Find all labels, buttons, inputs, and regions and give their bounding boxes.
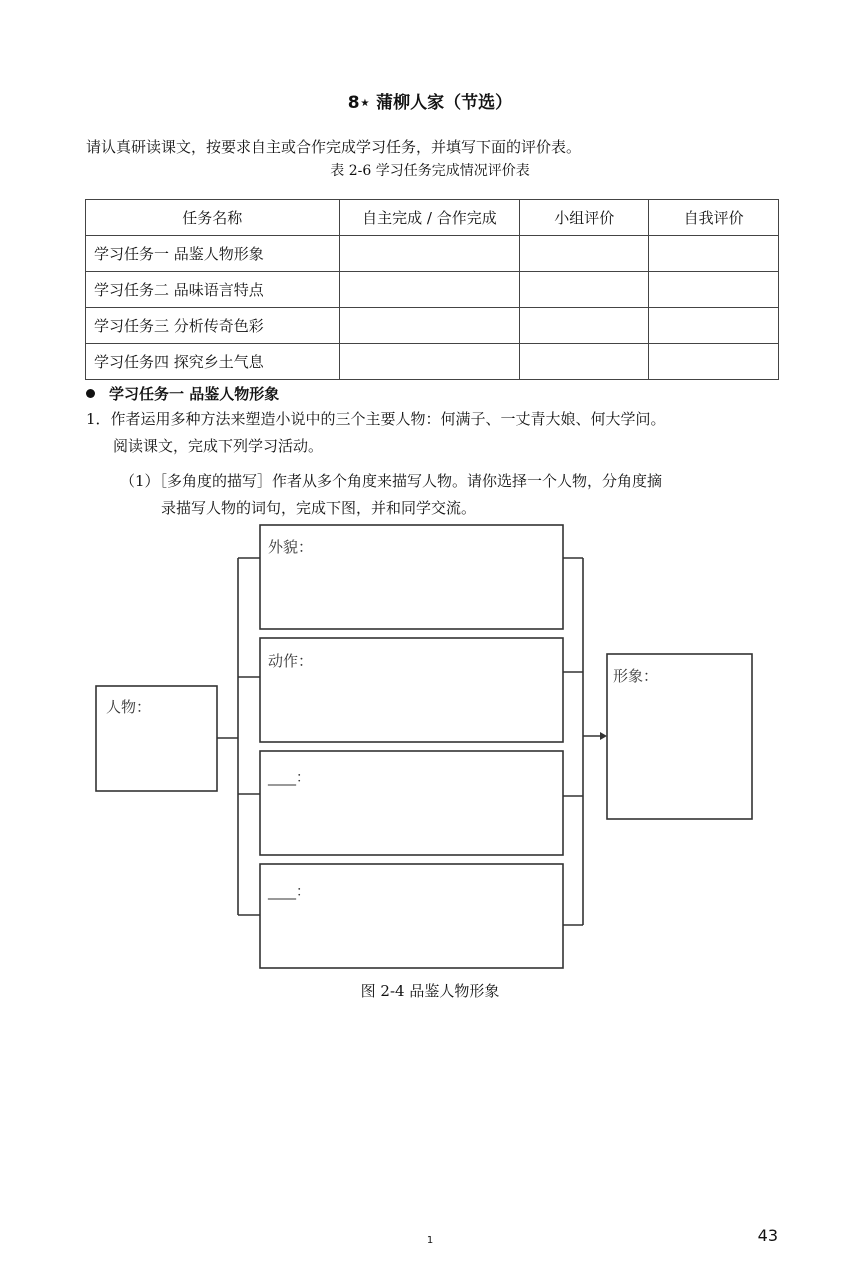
custom-angle-box-2[interactable] <box>260 864 563 968</box>
instruction-text: 请认真研读课文，按要求自主或合作完成学习任务，并填写下面的评价表。 <box>86 138 582 156</box>
question-1-line-1: 1．作者运用多种方法来塑造小说中的三个主要人物：何满子、一丈青大娘、何大学问。 <box>86 410 666 428</box>
completion-cell[interactable] <box>339 236 520 272</box>
group-eval-cell[interactable] <box>520 308 649 344</box>
header-task-name: 任务名称 <box>86 200 340 236</box>
question-1 <box>86 406 666 460</box>
table-header-row <box>86 200 779 236</box>
custom-angle-box-2-label: ____： <box>268 884 310 900</box>
task-name-cell: 学习任务四 探究乡土气息 <box>86 344 340 380</box>
table-row <box>86 236 779 272</box>
table-row <box>86 344 779 380</box>
question-1-line-2: 阅读课文，完成下列学习活动。 <box>113 437 324 455</box>
small-page-marker: 1 <box>426 1235 434 1246</box>
header-group-eval: 小组评价 <box>520 200 649 236</box>
question-1-1-line-1: （1）［多角度的描写］作者从多个角度来描写人物。请你选择一个人物，分角度摘 <box>120 472 663 490</box>
table-row <box>86 308 779 344</box>
action-box-label: 动作： <box>268 652 314 670</box>
table-row <box>86 272 779 308</box>
group-eval-cell[interactable] <box>520 344 649 380</box>
question-1-1 <box>120 468 662 522</box>
task-name-cell: 学习任务一 品鉴人物形象 <box>86 236 340 272</box>
group-eval-cell[interactable] <box>520 236 649 272</box>
self-eval-cell[interactable] <box>649 272 779 308</box>
table-caption: 表 2-6 学习任务完成情况评价表 <box>330 163 530 179</box>
task-name-cell: 学习任务三 分析传奇色彩 <box>86 308 340 344</box>
figure-caption: 图 2-4 品鉴人物形象 <box>360 982 500 1000</box>
self-eval-cell[interactable] <box>649 236 779 272</box>
task-name-cell: 学习任务二 品味语言特点 <box>86 272 340 308</box>
appearance-box-label: 外貌： <box>268 538 314 556</box>
self-eval-cell[interactable] <box>649 344 779 380</box>
completion-cell[interactable] <box>339 308 520 344</box>
completion-cell[interactable] <box>339 344 520 380</box>
custom-angle-box-1[interactable] <box>260 751 563 855</box>
custom-angle-box-1-label: ____： <box>268 770 310 786</box>
header-self-eval: 自我评价 <box>649 200 779 236</box>
group-eval-cell[interactable] <box>520 272 649 308</box>
character-analysis-diagram <box>80 520 762 975</box>
question-1-1-line-2: 录描写人物的词句，完成下图，并和同学交流。 <box>161 499 477 517</box>
arrow-head-icon <box>600 732 607 740</box>
page-number: 43 <box>757 1226 778 1245</box>
section-heading-text: 学习任务一 品鉴人物形象 <box>109 385 280 403</box>
section-heading <box>86 383 279 404</box>
page-title: 8⋆ 蒲柳人家（节选） <box>347 93 513 113</box>
evaluation-table <box>85 199 779 380</box>
header-completion-mode: 自主完成 / 合作完成 <box>339 200 520 236</box>
self-eval-cell[interactable] <box>649 308 779 344</box>
character-box-label: 人物： <box>106 698 152 716</box>
completion-cell[interactable] <box>339 272 520 308</box>
bullet-dot-icon <box>86 389 95 398</box>
image-box-label: 形象： <box>613 667 659 685</box>
